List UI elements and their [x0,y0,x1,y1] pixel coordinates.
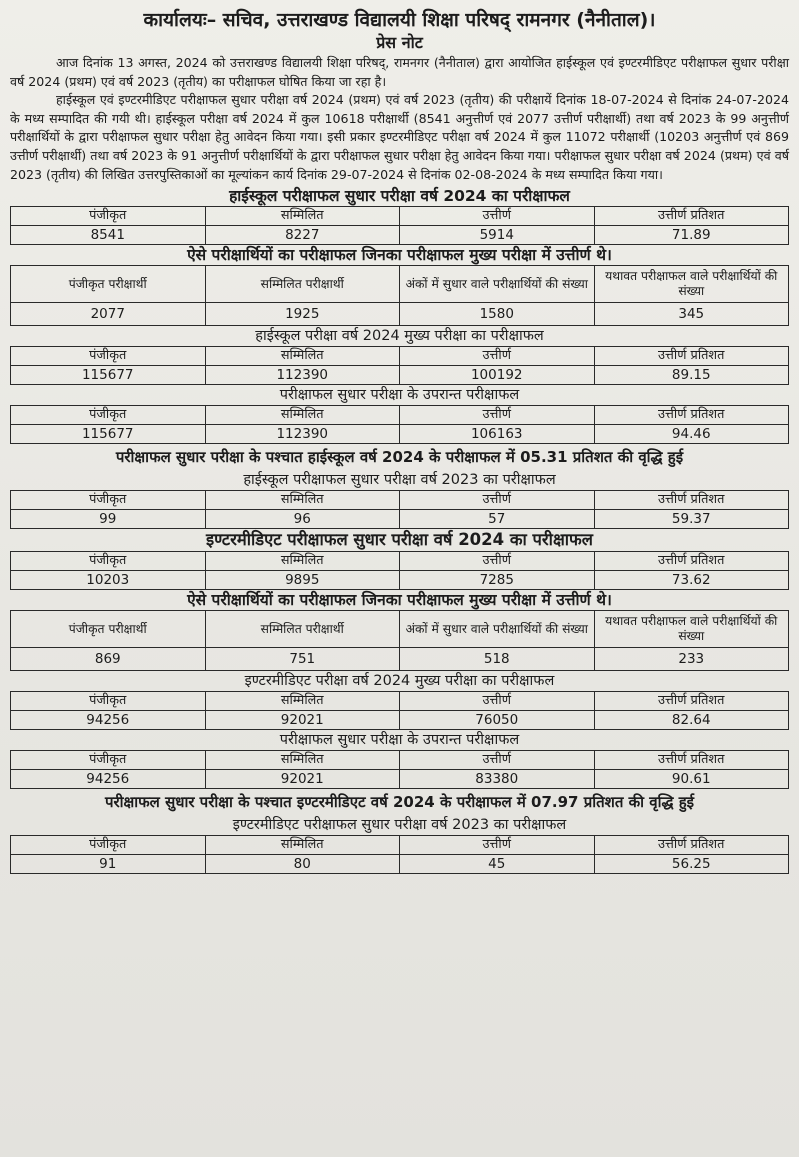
table-header-row [11,491,789,510]
header-cell: उत्तीर्ण [400,552,595,571]
appeared-value: 9895 [205,571,400,590]
table-row [11,770,789,789]
inter-after-table [10,750,789,789]
hs-passed-title: ऐसे परीक्षार्थियों का परीक्षाफल जिनका परीक्षाफल मुख्य परीक्षा में उत्तीर्ण थे। [187,246,612,265]
passed-value: 106163 [400,425,595,444]
appeared-value: 96 [205,510,400,529]
header-cell: पंजीकृत परीक्षार्थी [11,611,206,648]
improved-value: 518 [400,648,595,671]
hs-after-table [10,405,789,444]
header-cell: सम्मिलित परीक्षार्थी [205,611,400,648]
table-header-row [11,836,789,855]
table-row [11,303,789,326]
table-header-row [11,692,789,711]
header-cell: उत्तीर्ण प्रतिशत [594,347,789,366]
header-cell: उत्तीर्ण प्रतिशत [594,552,789,571]
passed-value: 76050 [400,711,595,730]
header-cell: सम्मिलित [205,836,400,855]
table-header-row [11,207,789,226]
pass-percent-value: 59.37 [594,510,789,529]
header-cell: उत्तीर्ण प्रतिशत [594,692,789,711]
header-cell: उत्तीर्ण प्रतिशत [594,836,789,855]
inter-increase-note: परीक्षाफल सुधार परीक्षा के पश्चात इण्टरमीडिएट वर्ष 2024 के परीक्षाफल में 07.97 प्रतिशत की वृद्धि हुई [104,793,695,812]
inter-main-title: इण्टरमीडिएट परीक्षा वर्ष 2024 मुख्य परीक्षा का परीक्षाफल [244,673,555,690]
registered-value: 869 [11,648,206,671]
passed-value: 45 [400,855,595,874]
registered-value: 115677 [11,366,206,385]
header-cell: अंकों में सुधार वाले परीक्षार्थियों की संख्या [400,266,595,303]
inter-2023-title: इण्टरमीडिएट परीक्षाफल सुधार परीक्षा वर्ष 2023 का परीक्षाफल [232,817,567,834]
table-row [11,648,789,671]
hs-increase-note: परीक्षाफल सुधार परीक्षा के पश्चात हाईस्कूल वर्ष 2024 के परीक्षाफल में 05.31 प्रतिशत की वृद्धि हुई [115,448,684,467]
appeared-value: 112390 [205,366,400,385]
details-paragraph: हाईस्कूल एवं इण्टरमीडिएट परीक्षाफल सुधार परीक्षा वर्ष 2024 (प्रथम) एवं वर्ष 2023 (तृतीय) की परीक्षायें दिनांक 18-07-2024 से दिनांक 24-07-2024 के मध्य सम्पादित की गयी थी। हाईस्कूल परीक्षा वर्ष 2024 में कुल 10618 परीक्षार्थी (8541 अनुत्तीर्ण एवं 2077 उत्तीर्ण परीक्षार्थी) तथा वर्ष 2023 के 99 अनुत्तीर्ण परीक्षार्थियों के द्वारा परीक्षाफल सुधार परीक्षा हेतु आवेदन किया गया। इसी प्रकार इण्टरमीडिएट परीक्षा वर्ष 2024 में कुल 11072 परीक्षार्थी (10203 अनुत्तीर्ण एवं 869 उत्तीर्ण परीक्षार्थी) तथा वर्ष 2023 के 91 अनुत्तीर्ण परीक्षार्थियों के द्वारा परीक्षाफल सुधार परीक्षा हेतु आवेदन किया गया। परीक्षाफल सुधार परीक्षा वर्ष 2024 (प्रथम) एवं वर्ष 2023 (तृतीय) की लिखित उत्तरपुस्तिकाओं का मूल्यांकन कार्य दिनांक 29-07-2024 से दिनांक 02-08-2024 के मध्य सम्पादित किया गया। [10,92,789,182]
header-cell: सम्मिलित [205,491,400,510]
appeared-value: 80 [205,855,400,874]
unchanged-value: 345 [594,303,789,326]
registered-value: 94256 [11,770,206,789]
header-cell: पंजीकृत [11,552,206,571]
pass-percent-value: 89.15 [594,366,789,385]
hs-main-table [10,346,789,385]
inter-passed-title: ऐसे परीक्षार्थियों का परीक्षाफल जिनका परीक्षाफल मुख्य परीक्षा में उत्तीर्ण थे। [187,591,612,610]
registered-value: 2077 [11,303,206,326]
table-row [11,366,789,385]
header-cell: पंजीकृत [11,692,206,711]
header-cell: उत्तीर्ण प्रतिशत [594,406,789,425]
passed-value: 7285 [400,571,595,590]
inter-passed-table [10,610,789,671]
header-cell: सम्मिलित [205,692,400,711]
appeared-value: 1925 [205,303,400,326]
inter-after-title: परीक्षाफल सुधार परीक्षा के उपरान्त परीक्षाफल [279,732,520,749]
header-cell: पंजीकृत [11,491,206,510]
header-cell: उत्तीर्ण [400,751,595,770]
table-header-row [11,266,789,303]
header-cell: सम्मिलित [205,347,400,366]
header-cell: उत्तीर्ण [400,692,595,711]
hs-2024-table [10,206,789,245]
pass-percent-value: 71.89 [594,226,789,245]
table-header-row [11,347,789,366]
press-note-heading: प्रेस नोट [376,33,423,52]
hs-2024-title: हाईस्कूल परीक्षाफल सुधार परीक्षा वर्ष 2024 का परीक्षाफल [229,187,570,206]
table-row [11,571,789,590]
header-cell: पंजीकृत परीक्षार्थी [11,266,206,303]
intro-paragraph: आज दिनांक 13 अगस्त, 2024 को उत्तराखण्ड विद्यालयी शिक्षा परिषद्, रामनगर (नैनीताल) द्वारा आयोजित हाईस्कूल एवं इण्टरमीडिएट परीक्षाफल सुधार परीक्षा वर्ष 2024 (प्रथम) एवं वर्ष 2023 (तृतीय) का परीक्षाफल घोषित किया जा रहा है। [10,55,789,89]
header-cell: उत्तीर्ण [400,836,595,855]
inter-2024-title: इण्टरमीडिएट परीक्षाफल सुधार परीक्षा वर्ष 2024 का परीक्षाफल [206,530,593,550]
registered-value: 8541 [11,226,206,245]
header-cell: उत्तीर्ण [400,347,595,366]
passed-value: 57 [400,510,595,529]
appeared-value: 92021 [205,711,400,730]
header-cell: यथावत परीक्षाफल वाले परीक्षार्थियों की संख्या [594,611,789,648]
header-cell: सम्मिलित [205,207,400,226]
registered-value: 94256 [11,711,206,730]
unchanged-value: 233 [594,648,789,671]
header-cell: उत्तीर्ण प्रतिशत [594,751,789,770]
passed-value: 100192 [400,366,595,385]
table-row [11,711,789,730]
header-cell: यथावत परीक्षाफल वाले परीक्षार्थियों की संख्या [594,266,789,303]
table-row [11,425,789,444]
header-cell: सम्मिलित [205,751,400,770]
table-header-row [11,611,789,648]
inter-2023-table [10,835,789,874]
appeared-value: 8227 [205,226,400,245]
hs-main-title: हाईस्कूल परीक्षा वर्ष 2024 मुख्य परीक्षा का परीक्षाफल [255,328,544,345]
passed-value: 5914 [400,226,595,245]
improved-value: 1580 [400,303,595,326]
header-cell: पंजीकृत [11,836,206,855]
registered-value: 115677 [11,425,206,444]
header-cell: अंकों में सुधार वाले परीक्षार्थियों की संख्या [400,611,595,648]
passed-value: 83380 [400,770,595,789]
pass-percent-value: 73.62 [594,571,789,590]
header-cell: पंजीकृत [11,347,206,366]
appeared-value: 92021 [205,770,400,789]
hs-2023-title: हाईस्कूल परीक्षाफल सुधार परीक्षा वर्ष 2023 का परीक्षाफल [243,472,556,489]
table-header-row [11,406,789,425]
pass-percent-value: 90.61 [594,770,789,789]
appeared-value: 112390 [205,425,400,444]
header-cell: सम्मिलित [205,406,400,425]
header-cell: उत्तीर्ण प्रतिशत [594,207,789,226]
header-cell: सम्मिलित परीक्षार्थी [205,266,400,303]
header-cell: पंजीकृत [11,751,206,770]
pass-percent-value: 82.64 [594,711,789,730]
hs-passed-table [10,265,789,326]
pass-percent-value: 94.46 [594,425,789,444]
table-header-row [11,751,789,770]
registered-value: 91 [11,855,206,874]
table-row [11,855,789,874]
registered-value: 99 [11,510,206,529]
appeared-value: 751 [205,648,400,671]
header-cell: उत्तीर्ण [400,207,595,226]
hs-after-title: परीक्षाफल सुधार परीक्षा के उपरान्त परीक्षाफल [279,387,520,404]
header-cell: उत्तीर्ण [400,491,595,510]
registered-value: 10203 [11,571,206,590]
table-row [11,510,789,529]
office-title: कार्यालयः– सचिव, उत्तराखण्ड विद्यालयी शिक्षा परिषद् रामनगर (नैनीताल)। [143,9,656,31]
table-row [11,226,789,245]
header-cell: पंजीकृत [11,406,206,425]
pass-percent-value: 56.25 [594,855,789,874]
inter-2024-table [10,551,789,590]
header-cell: सम्मिलित [205,552,400,571]
header-cell: उत्तीर्ण [400,406,595,425]
header-cell: उत्तीर्ण प्रतिशत [594,491,789,510]
header-cell: पंजीकृत [11,207,206,226]
hs-2023-table [10,490,789,529]
inter-main-table [10,691,789,730]
table-header-row [11,552,789,571]
